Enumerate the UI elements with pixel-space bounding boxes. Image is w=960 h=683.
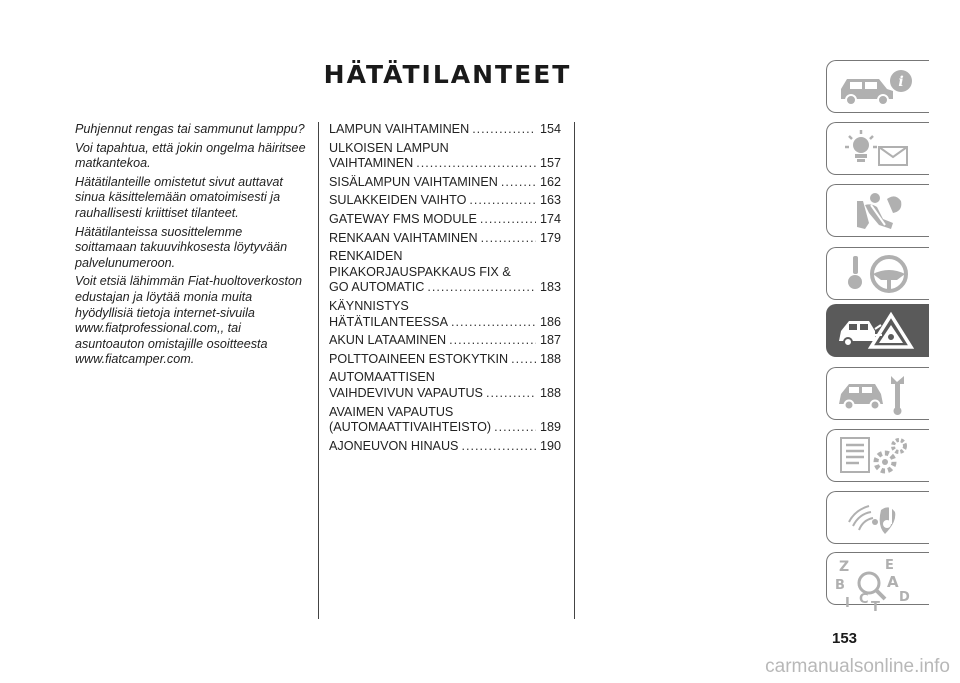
multimedia-music-icon bbox=[835, 496, 923, 541]
toc-entry-page: 188 bbox=[539, 351, 561, 366]
dot-leader bbox=[427, 280, 536, 296]
toc-entry-leader-line bbox=[329, 175, 561, 191]
car-breakdown-warning-icon bbox=[835, 309, 923, 354]
intro-paragraph: Hätätilanteissa suosittelemme soittamaan takuuvihkosesta löytyvään palvelunumeroon. bbox=[75, 224, 288, 270]
toc-entry-title: GO AUTOMATIC bbox=[329, 280, 425, 295]
toc-entry-title: POLTTOAINEEN ESTOKYTKIN bbox=[329, 351, 509, 366]
toc-entry-title: SULAKKEIDEN VAIHTO bbox=[329, 193, 467, 208]
tab-technical-data[interactable] bbox=[826, 429, 929, 482]
tab-maintenance[interactable] bbox=[826, 367, 929, 420]
intro-paragraph: Hätätilanteille omistetut sivut auttavat sinua käsittelemään omatoimisesti ja rauhallisesti kriittiset tilanteet. bbox=[75, 174, 283, 220]
index-letter: T bbox=[871, 600, 880, 615]
toc-entry-title: AKUN LATAAMINEN bbox=[329, 333, 447, 348]
car-wrench-icon bbox=[835, 372, 923, 417]
toc-entry-title: SISÄLAMPUN VAIHTAMINEN bbox=[329, 174, 498, 189]
toc-entry-title: AJONEUVON HINAUS bbox=[329, 438, 459, 453]
tab-starting-driving[interactable] bbox=[826, 247, 929, 300]
toc-entry-page: 190 bbox=[539, 438, 561, 453]
toc-entry-page: 162 bbox=[539, 174, 561, 189]
toc-entry-leader-line bbox=[329, 352, 561, 368]
toc-entry-title: LAMPUN VAIHTAMINEN bbox=[329, 122, 470, 136]
tab-warning-lights[interactable] bbox=[826, 122, 929, 175]
toc-entry-page: 154 bbox=[539, 122, 561, 136]
steering-wheel-icon bbox=[835, 252, 923, 297]
index-letter: B bbox=[835, 578, 845, 593]
toc-entry[interactable] bbox=[329, 141, 561, 172]
toc-entry-title: VAIHDEVIVUN VAPAUTUS bbox=[329, 385, 483, 400]
tab-emergencies[interactable] bbox=[826, 304, 929, 357]
dot-leader bbox=[461, 439, 536, 455]
page-title: HÄTÄTILANTEET bbox=[323, 60, 572, 89]
toc-entry[interactable] bbox=[329, 405, 561, 436]
toc-entry[interactable] bbox=[329, 299, 561, 330]
tab-multimedia[interactable] bbox=[826, 491, 929, 544]
toc-entry-leader-line bbox=[329, 386, 561, 402]
dot-leader bbox=[494, 420, 536, 436]
intro-paragraph: Voit etsiä lähimmän Fiat-huoltoverkoston edustajan ja löytää monia muita hyödyllisiä tietoja internet-sivuila www.fiatprofessional.com,, tai asuntoauton omistajille osoitteesta www.fiatcamper.com. bbox=[75, 274, 303, 367]
toc-entry[interactable] bbox=[329, 231, 561, 247]
toc-entry[interactable] bbox=[329, 439, 561, 455]
watermark: carmanualsonline.info bbox=[765, 656, 950, 677]
toc-entry[interactable] bbox=[329, 193, 561, 209]
toc-entry-page: 187 bbox=[539, 333, 561, 348]
toc-entry-leader-line bbox=[329, 420, 561, 436]
dot-leader bbox=[451, 315, 536, 331]
page-number: 153 bbox=[832, 630, 858, 647]
toc-entry-title: HÄTÄTILANTEESSA bbox=[329, 314, 448, 329]
dot-leader bbox=[472, 122, 536, 138]
index-letter: A bbox=[887, 573, 899, 591]
car-info-icon bbox=[835, 65, 923, 110]
toc-entry[interactable] bbox=[329, 212, 561, 228]
toc-entry-page: 189 bbox=[539, 420, 561, 435]
tab-safety[interactable] bbox=[826, 184, 929, 237]
toc-entry-title-line: AUTOMAATTISEN bbox=[329, 370, 435, 385]
index-letter: D bbox=[899, 590, 910, 605]
intro-paragraph: Voi tapahtua, että jokin ongelma häiritsee matkantekoa. bbox=[75, 140, 306, 171]
toc-entry-title-line: RENKAIDEN bbox=[329, 249, 403, 264]
toc-entry-page: 183 bbox=[539, 280, 561, 295]
column-divider-left bbox=[318, 122, 319, 619]
dot-leader bbox=[469, 193, 536, 209]
toc-entry-page: 179 bbox=[539, 230, 561, 245]
dot-leader bbox=[480, 212, 536, 228]
index-letter: I bbox=[845, 596, 850, 611]
toc-entry-page: 174 bbox=[539, 211, 561, 226]
toc-entry-leader-line bbox=[329, 156, 561, 172]
toc-entry-title-line: ULKOISEN LAMPUN bbox=[329, 140, 449, 155]
dot-leader bbox=[449, 333, 536, 349]
toc-entry[interactable] bbox=[329, 175, 561, 191]
toc-entry-leader-line bbox=[329, 280, 561, 296]
intro-text bbox=[75, 122, 307, 371]
toc-entry-leader-line bbox=[329, 231, 561, 247]
toc-entry[interactable] bbox=[329, 333, 561, 349]
toc-entry-page: 163 bbox=[539, 193, 561, 208]
column-divider-right bbox=[574, 122, 575, 619]
toc-entry-leader-line bbox=[329, 122, 561, 138]
index-letter: Z bbox=[839, 559, 850, 575]
toc-entry-leader-line bbox=[329, 212, 561, 228]
toc-entry-page: 186 bbox=[539, 314, 561, 329]
warning-lights-envelope-icon bbox=[835, 127, 923, 172]
toc-entry[interactable] bbox=[329, 249, 561, 296]
toc-entry[interactable] bbox=[329, 122, 561, 138]
dot-leader bbox=[511, 352, 536, 368]
toc-entry-title: GATEWAY FMS MODULE bbox=[329, 211, 477, 226]
dot-leader bbox=[481, 231, 536, 247]
svg-text:i: i bbox=[898, 74, 904, 90]
toc-entry-title-line: PIKAKORJAUSPAKKAUS FIX & bbox=[329, 264, 511, 279]
dot-leader bbox=[486, 386, 536, 402]
toc-entry-title-line: AVAIMEN VAPAUTUS bbox=[329, 404, 454, 419]
toc-entry[interactable] bbox=[329, 370, 561, 401]
toc-entry-title: RENKAAN VAIHTAMINEN bbox=[329, 230, 478, 245]
toc-entry-leader-line bbox=[329, 439, 561, 455]
dot-leader bbox=[416, 156, 536, 172]
toc-entry-page: 157 bbox=[539, 156, 561, 171]
intro-paragraph: Puhjennut rengas tai sammunut lamppu? bbox=[75, 122, 305, 136]
toc-entry-leader-line bbox=[329, 193, 561, 209]
tab-car-info[interactable] bbox=[826, 60, 929, 113]
toc-entry-page: 188 bbox=[539, 385, 561, 400]
seat-airbag-icon bbox=[835, 189, 923, 234]
toc-entry[interactable] bbox=[329, 352, 561, 368]
toc-entry-title-line: KÄYNNISTYS bbox=[329, 298, 409, 313]
toc-entry-leader-line bbox=[329, 315, 561, 331]
toc-entry-leader-line bbox=[329, 333, 561, 349]
alphabetical-index-icon bbox=[835, 557, 923, 615]
dot-leader bbox=[501, 175, 536, 191]
toc-entry-title: VAIHTAMINEN bbox=[329, 156, 414, 171]
index-letter: C bbox=[859, 592, 869, 607]
table-of-contents bbox=[329, 122, 561, 457]
toc-entry-title: (AUTOMAATTIVAIHTEISTO) bbox=[329, 420, 492, 435]
index-letter: E bbox=[885, 558, 894, 573]
specifications-gear-icon bbox=[835, 434, 923, 479]
tab-index[interactable] bbox=[826, 552, 929, 615]
